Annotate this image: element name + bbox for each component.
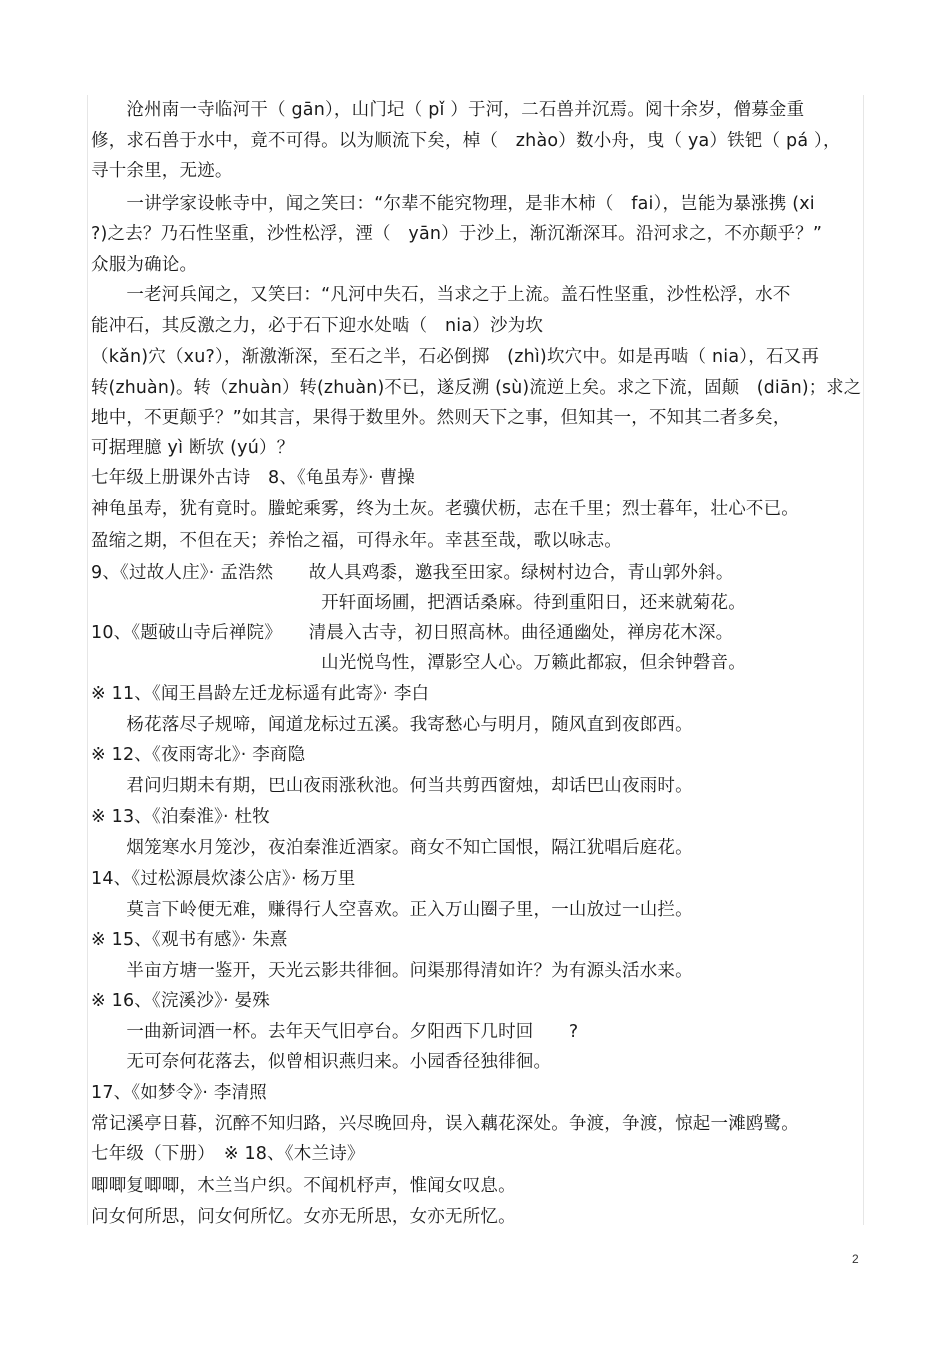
poem-line: 一曲新词酒一杯。去年天气旧亭台。夕阳西下几时回 ?: [91, 1022, 579, 1042]
text-line: 一老河兵闻之，又笑曰：“凡河中失石，当求之于上流。盖石性坚重，沙性松浮，水不: [91, 285, 791, 305]
poem-line: 无可奈何花落去，似曾相识燕归来。小园香径独徘徊。: [91, 1052, 552, 1072]
text-line: 沧州南一寺临河干（ gān），山门圮（ pǐ ）于河，二石兽并沉焉。阅十余岁，僧募金重: [91, 100, 805, 120]
text-line: （kǎn)穴（xu?），渐激渐深，至石之半，石必倒掷 (zhì)坎穴中。如是再啮（ nia），石又再: [91, 347, 820, 367]
poem-title: 17、《如梦令》· 李清照: [91, 1083, 267, 1103]
poem-line: 莫言下岭便无难，赚得行人空喜欢。正入万山圈子里，一山放过一山拦。: [91, 900, 693, 920]
poem-line: 10、《题破山寺后禅院》 清晨入古寺，初日照高林。曲径通幽处，禅房花木深。: [91, 623, 734, 643]
text-line: 地中，不更颠乎？”如其言，果得于数里外。然则天下之事，但知其一，不知其二者多矣，: [91, 408, 791, 428]
poem-title: ※ 16、《浣溪沙》· 晏殊: [91, 991, 270, 1011]
section-heading: 七年级（下册） ※ 18、《木兰诗》: [91, 1144, 365, 1164]
poem-line: 山光悦鸟性，潭影空人心。万籁此都寂，但余钟磬音。: [91, 653, 746, 673]
text-line: ?)之去？乃石性坚重，沙性松浮，湮（ yān）于沙上，渐沉渐深耳。沿河求之，不亦颠乎？”: [91, 224, 823, 244]
poem-line: 常记溪亭日暮，沉醉不知归路，兴尽晚回舟，误入藕花深处。争渡，争渡，惊起一滩鸥鹭。: [91, 1114, 799, 1134]
poem-line: 烟笼寒水月笼沙，夜泊秦淮近酒家。商女不知亡国恨，隔江犹唱后庭花。: [91, 838, 693, 858]
text-line: 转(zhuàn)。转（zhuàn）转(zhuàn)不已，遂反溯 (sù)流逆上矣。求之下流，固颠 (diān)；求之: [91, 378, 862, 398]
poem-line: 开轩面场圃，把酒话桑麻。待到重阳日，还来就菊花。: [91, 593, 746, 613]
poem-title: ※ 11、《闻王昌龄左迁龙标遥有此寄》· 李白: [91, 684, 430, 704]
poem-title: ※ 15、《观书有感》· 朱熹: [91, 930, 288, 950]
text-line: 神龟虽寿，犹有竟时。螣蛇乘雾，终为土灰。老骥伏枥，志在千里；烈士暮年，壮心不已。: [91, 499, 799, 519]
text-line: 盈缩之期，不但在天；养怡之福，可得永年。幸甚至哉，歌以咏志。: [91, 531, 622, 551]
poem-line: 唧唧复唧唧，木兰当户织。不闻机杼声，惟闻女叹息。: [91, 1176, 516, 1196]
poem-title: ※ 13、《泊秦淮》· 杜牧: [91, 807, 270, 827]
page-number: 2: [852, 1252, 859, 1266]
poem-line: 半亩方塘一鉴开，天光云影共徘徊。问渠那得清如许？为有源头活水来。: [91, 961, 693, 981]
text-line: 修，求石兽于水中，竟不可得。以为顺流下矣，棹（ zhào）数小舟，曳（ ya）铁钯（ pá ），: [91, 131, 841, 151]
text-line: 可据理臆 yì 断欤 (yú）？: [91, 438, 295, 458]
poem-title: 14、《过松源晨炊漆公店》· 杨万里: [91, 869, 356, 889]
text-line: 能冲石，其反激之力，必于石下迎水处啮（ nia）沙为坎: [91, 316, 544, 336]
poem-line: 9、《过故人庄》· 孟浩然 故人具鸡黍，邀我至田家。绿树村边合，青山郭外斜。: [91, 563, 734, 583]
poem-line: 杨花落尽子规啼，闻道龙标过五溪。我寄愁心与明月，随风直到夜郎西。: [91, 715, 693, 735]
poem-title: ※ 12、《夜雨寄北》· 李商隐: [91, 745, 306, 765]
poem-line: 君问归期未有期，巴山夜雨涨秋池。何当共剪西窗烛，却话巴山夜雨时。: [91, 776, 693, 796]
text-line: 寻十余里，无迹。: [91, 161, 233, 181]
text-line: 一讲学家设帐寺中，闻之笑曰：“尔辈不能究物理，是非木柿（ fai），岂能为暴涨携 (xi: [91, 194, 815, 214]
section-heading: 七年级上册课外古诗 8、《龟虽寿》· 曹操: [91, 468, 415, 488]
text-line: 众服为确论。: [91, 255, 198, 275]
poem-line: 问女何所思，问女何所忆。女亦无所思，女亦无所忆。: [91, 1207, 516, 1227]
